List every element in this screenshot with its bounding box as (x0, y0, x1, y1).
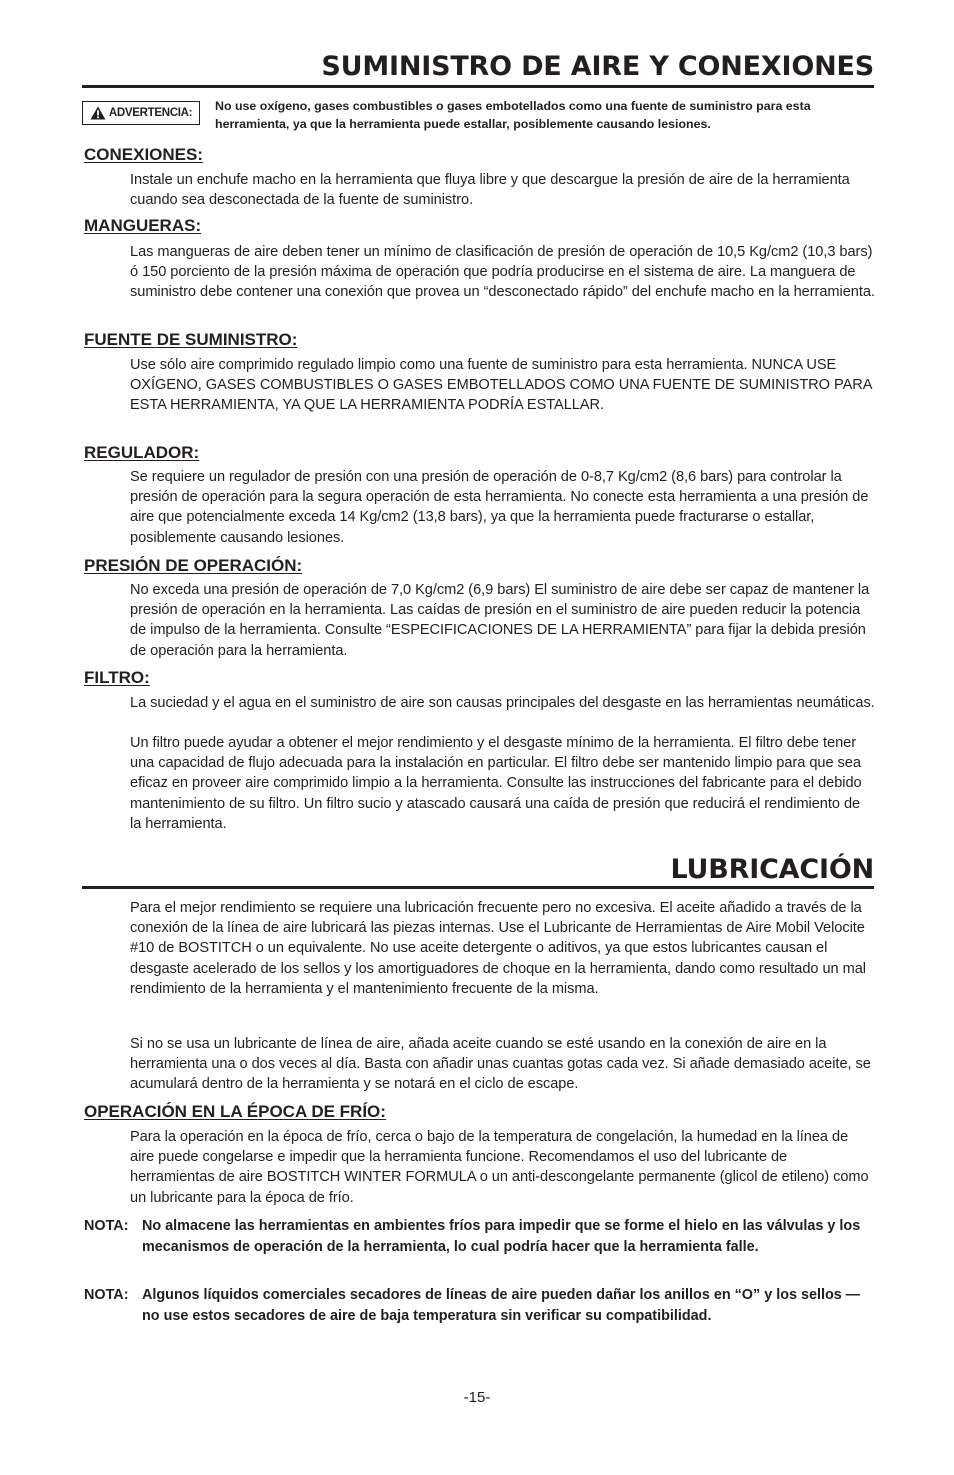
note-1 (84, 1216, 874, 1257)
note-text: No almacene las herramientas en ambientes fríos para impedir que se forme el hielo en las válvulas y los mecanismos de operación de la herramienta, lo cual podría hacer que la herramienta falle. (142, 1218, 861, 1255)
section-body-regulador: Se requiere un regulador de presión con una presión de operación de 0-8,7 Kg/cm2 (8,6 bars) para controlar la presión de operación para la segura operación de esta herramienta. No conecte esta herramienta a una presión de aire que potencialmente exceda 14 Kg/cm2 (13,8 bars), ya que la herramienta puede fracturarse o estallar, posiblemente causando lesiones. (130, 469, 869, 546)
section-body-presion: No exceda una presión de operación de 7,0 Kg/cm2 (6,9 bars) El suministro de aire debe ser capaz de mantener la presión de operación en la herramienta. Las caídas de presión en el suministro de aire pueden reducir la potencia de impulso de la herramienta. Consulte “ESPECIFICACIONES DE LA HERRAMIENTA” para fijar la debida presión de operación para la herramienta. (130, 582, 870, 659)
section-heading-mangueras: MANGUERAS: (84, 216, 202, 235)
lubrication-rule (82, 886, 874, 889)
section-heading-presion: PRESIÓN DE OPERACIÓN: (84, 556, 303, 575)
note-2 (84, 1285, 874, 1326)
section-heading-fuente: FUENTE DE SUMINISTRO: (84, 330, 298, 349)
section-heading-regulador: REGULADOR: (84, 443, 200, 462)
lubrication-paragraph-1: Para el mejor rendimiento se requiere una lubricación frecuente pero no excesiva. El aceite añadido a través de la conexión de la línea de aire lubricará las piezas internas. Use el Lubricante de Herramientas de Aire Mobil Velocite #10 de BOSTITCH o un equivalente. No use aceite detergente o aditivos, ya que estos lubricantes causan el desgaste acelerado de los sellos y los amortiguadores de choque en la herramienta, dando como resultado un mal rendimiento de la herramienta y el mantenimiento frecuente de la misma. (130, 900, 866, 997)
warning-triangle-icon (90, 106, 106, 120)
lubrication-paragraph-2: Si no se usa un lubricante de línea de aire, añada aceite cuando se esté usando en la conexión de aire en la herramienta una o dos veces al día. Basta con añadir unas cuantas gotas cada vez. Si añade demasiado aceite, se acumulará dentro de la herramienta y se notará en el ciclo de escape. (130, 1036, 871, 1093)
note-label: NOTA: (84, 1218, 129, 1234)
section-heading-filtro: FILTRO: (84, 668, 150, 687)
title-rule (82, 85, 874, 88)
note-label: NOTA: (84, 1287, 129, 1303)
section-body-fuente: Use sólo aire comprimido regulado limpio como una fuente de suministro para esta herramienta. NUNCA USE OXÍGENO, GASES COMBUSTIBLES O GASES EMBOTELLADOS COMO UNA FUENTE DE SUMINISTRO PARA ESTA HERRAMIENTA, YA QUE LA HERRAMIENTA PODRÍA ESTALLAR. (130, 357, 872, 414)
warning-text: No use oxígeno, gases combustibles o gases embotellados como una fuente de suministro para esta herramienta, ya que la herramienta puede estallar, posiblemente causando lesiones. (215, 99, 811, 131)
section-heading-frio: OPERACIÓN EN LA ÉPOCA DE FRÍO: (84, 1102, 386, 1121)
section-heading-conexiones: CONEXIONES: (84, 145, 204, 164)
section-body-filtro-1: La suciedad y el agua en el suministro de aire son causas principales del desgaste en las herramientas neumáticas. (130, 695, 875, 711)
page-number: -15- (463, 1389, 491, 1406)
section-body-frio: Para la operación en la época de frío, cerca o bajo de la temperatura de congelación, la humedad en la línea de aire puede congelarse e impedir que la herramienta funcione. Recomendamos el uso del lubricante de herramientas de aire BOSTITCH WINTER FORMULA o un anti-descongelante permanente (glicol de etileno) como un lubricante para la época de frío. (130, 1129, 869, 1206)
section-body-filtro-2: Un filtro puede ayudar a obtener el mejor rendimiento y el desgaste mínimo de la herramienta. El filtro debe tener una capacidad de flujo adecuada para la instalación en particular. El filtro debe ser mantenido limpio para que sea eficaz en proveer aire comprimido limpio a la herramienta. Consulte las instrucciones del fabricante para el debido mantenimiento de su filtro. Un filtro sucio y atascado causará una caída de presión que reducirá el rendimiento de la herramienta. (130, 735, 862, 832)
section-body-conexiones: Instale un enchufe macho en la herramienta que fluya libre y que descargue la presión de aire de la herramienta cuando sea desconectada de la fuente de suministro. (130, 172, 850, 209)
lubrication-title: LUBRICACIÓN (670, 854, 874, 885)
section-body-mangueras: Las mangueras de aire deben tener un mínimo de clasificación de presión de operación de 10,5 Kg/cm2 (10,3 bars) ó 150 porciento de la presión máxima de operación que podría producirse en el sistema de aire. La manguera de suministro debe contener una conexión que provea un “desconectado rápido” del enchufe macho en la herramienta. (130, 244, 875, 301)
warning-badge (82, 101, 200, 125)
warning-label: ADVERTENCIA: (108, 107, 193, 119)
note-text: Algunos líquidos comerciales secadores de líneas de aire pueden dañar los anillos en “O” y los sellos — no use estos secadores de aire de baja temperatura sin verificar su compatibilidad. (142, 1287, 861, 1324)
page-title: SUMINISTRO DE AIRE Y CONEXIONES (321, 51, 874, 82)
